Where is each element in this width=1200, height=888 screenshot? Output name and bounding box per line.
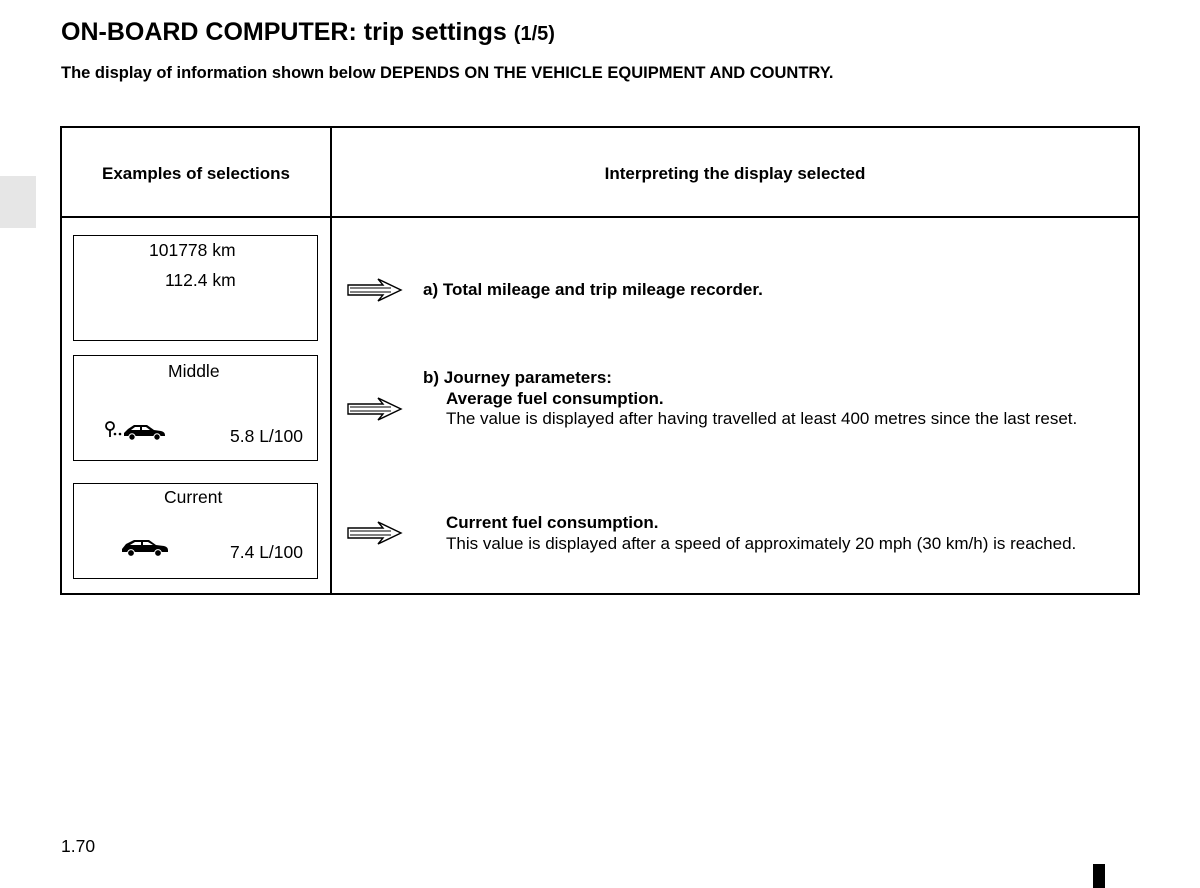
description-b-body: The value is displayed after having travelled at least 400 metres since the last reset. [446,409,1078,428]
current-consumption-value: 7.4 L/100 [230,542,303,562]
total-mileage-value: 101778 km [149,240,236,260]
page-title-part: (1/5) [513,23,555,45]
average-consumption-car-icon [104,420,168,442]
description-c-title: Current fuel consumption. [446,513,659,532]
description-a: a) Total mileage and trip mileage recorder. [423,280,763,299]
header-examples: Examples of selections [101,164,291,183]
display-current-consumption [73,483,318,579]
page-number: 1.70 [61,836,96,856]
column-divider [330,128,332,593]
display-average-consumption [73,355,318,461]
arrow-right-icon [345,519,403,547]
display-mode-current: Current [164,487,223,507]
average-consumption-value: 5.8 L/100 [230,426,303,446]
description-c-body: This value is displayed after a speed of approximately 20 mph (30 km/h) is reached. [446,534,1077,553]
arrow-right-icon [345,395,403,423]
corner-mark [1093,864,1105,888]
arrow-right-icon [345,276,403,304]
header-interpreting: Interpreting the display selected [604,164,866,183]
page-title-text: ON-BOARD COMPUTER: trip settings [61,18,507,46]
description-b-label: b) Journey parameters: [423,368,612,387]
page-title [61,18,555,47]
display-mileage [73,235,318,341]
selections-table [60,126,1140,595]
page-subtitle: The display of information shown below DEPENDS ON THE VEHICLE EQUIPMENT AND COUNTRY. [61,64,834,82]
section-side-tab [0,176,36,228]
header-divider [62,216,1138,218]
display-mode-middle: Middle [168,361,220,381]
description-b-subtitle: Average fuel consumption. [446,389,664,408]
car-icon [120,536,170,558]
trip-mileage-value: 112.4 km [165,270,236,290]
